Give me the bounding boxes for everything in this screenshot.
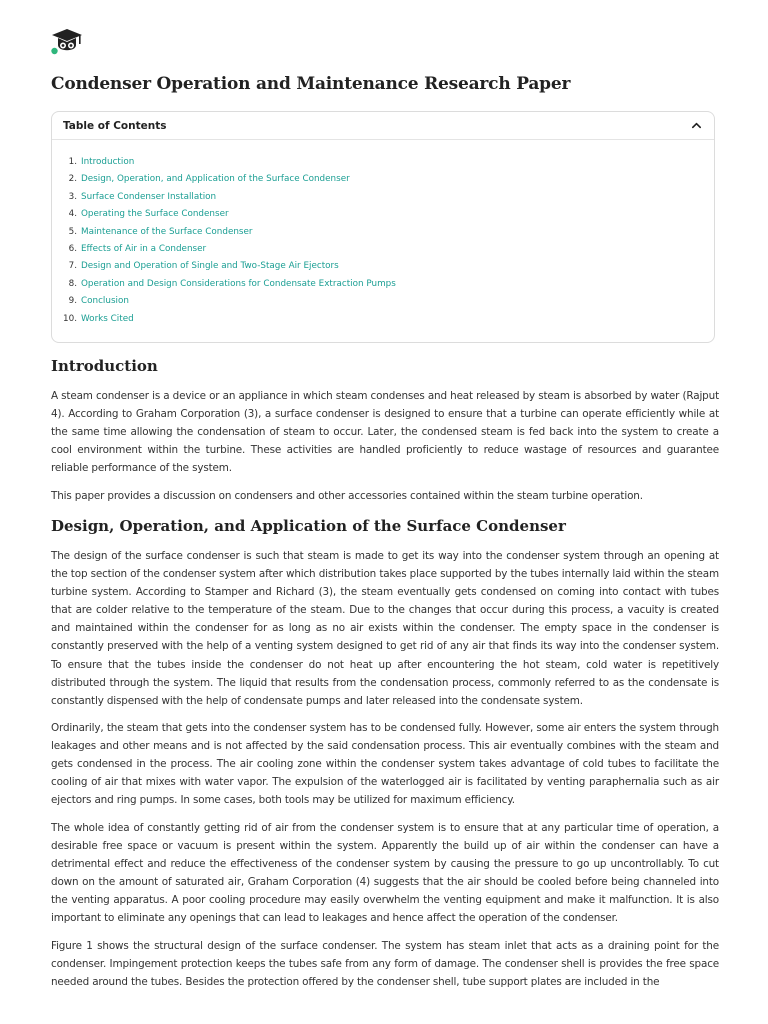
toc-item <box>81 206 714 223</box>
toc-item <box>81 276 714 293</box>
toc-item <box>81 189 714 206</box>
chevron-up-icon[interactable] <box>691 120 702 131</box>
paragraph: Ordinarily, the steam that gets into the condenser system has to be condensed fully. However, some air enters the system through leakages and other means and is not affected by the said condensation process. This air eventually combines with the steam and gets condensed in the process. The air cooling zone within the condenser system takes advantage of cold tubes to facilitate the cooling of air that mixes with water vapor. The expulsion of the waterlogged air is facilitated by venting paraphernalia such as air ejectors and ring pumps. In some cases, both tools may be utilized for maximum efficiency. <box>51 722 719 807</box>
toc-link-air-ejectors[interactable]: Design and Operation of Single and Two-Stage Air Ejectors <box>81 261 339 272</box>
toc-link-installation[interactable]: Surface Condenser Installation <box>81 191 217 202</box>
toc-item <box>81 258 714 275</box>
paragraph: This paper provides a discussion on condensers and other accessories contained within the steam turbine operation. <box>51 490 643 502</box>
section-heading-introduction: Introduction <box>51 357 158 375</box>
paragraph: The whole idea of constantly getting rid of air from the condenser system is to ensure that at any particular time of operation, a desirable free space or vacuum is present within the system. Apparently the build up of air within the condenser can have a detrimental effect and reduce the effectiveness of the condenser system by causing the pressure to go up uncontrollably. To cut down on the amount of saturated air, Graham Corporation (4) suggests that the air should be cooled before being channeled into the venting apparatus. A poor cooling procedure may easily overwhelm the venting equipment and make it malfunction. It is also important to eliminate any openings that can lead to leakages and hence affect the operation of the condenser. <box>51 822 719 925</box>
paragraph: The design of the surface condenser is such that steam is made to get its way into the condenser system through an opening at the top section of the condenser system after which distribution takes place supported by the tubes internally laid within the steam turbine system. According to Stamper and Richard (3), the steam eventually gets condensed on coming into contact with tubes that are colder relative to the temperature of the steam. Due to the changes that occur during this process, a vacuity is created and maintained within the condenser for as long as no air exists within the condenser. The empty space in the condenser is constantly preserved with the help of a venting system designed to get rid of any air that finds its way into the condenser system. To ensure that the tubes inside the condenser do not heat up after encountering the hot steam, cold water is repetitively distributed through the system. The liquid that results from the condensation process, commonly referred to as the condensate is constantly dispensed with the help of condensate pumps and later released into the condensate system. <box>51 550 719 707</box>
toc-link-maintenance[interactable]: Maintenance of the Surface Condenser <box>81 226 253 237</box>
toc-link-introduction[interactable]: Introduction <box>81 157 135 167</box>
toc-list <box>52 140 714 328</box>
paragraph: Figure 1 shows the structural design of the surface condenser. The system has steam inlet that acts as a draining point for the condenser. Impingement protection keeps the tubes safe from any form of damage. The condenser shell is provides the free space needed around the tubes. Besides the protection offered by the condenser shell, tube support plates are included in the <box>51 940 719 989</box>
toc-header[interactable] <box>52 112 714 140</box>
toc-item <box>81 171 714 188</box>
toc-item <box>81 154 714 171</box>
toc-title: Table of Contents <box>63 119 167 132</box>
page-title: Condenser Operation and Maintenance Research Paper <box>51 74 571 94</box>
graduation-cap-icon[interactable] <box>51 28 83 56</box>
table-of-contents <box>51 111 715 343</box>
toc-link-operating[interactable]: Operating the Surface Condenser <box>81 209 229 220</box>
toc-link-conclusion[interactable]: Conclusion <box>81 296 129 307</box>
toc-item <box>81 241 714 258</box>
toc-item <box>81 224 714 241</box>
toc-link-design-operation[interactable]: Design, Operation, and Application of the Surface Condenser <box>81 174 350 185</box>
toc-link-extraction-pumps[interactable]: Operation and Design Considerations for Condensate Extraction Pumps <box>81 278 396 289</box>
paragraph: A steam condenser is a device or an appliance in which steam condenses and heat released by steam is absorbed by water (Rajput 4). According to Graham Corporation (3), a surface condenser is designed to ensure that a turbine can operate efficiently while at the same time allowing the condensation of steam to occur. Later, the condensed steam is fed back into the system to create a cool environment within the turbine. These activities are handled proficiently to reduce wastage of resources and guarantee reliable performance of the system. <box>51 390 719 475</box>
toc-item <box>81 311 714 328</box>
toc-item <box>81 293 714 310</box>
section-heading-design-operation: Design, Operation, and Application of the Surface Condenser <box>51 517 566 535</box>
toc-link-works-cited[interactable]: Works Cited <box>81 313 134 324</box>
toc-link-effects-of-air[interactable]: Effects of Air in a Condenser <box>81 244 207 255</box>
